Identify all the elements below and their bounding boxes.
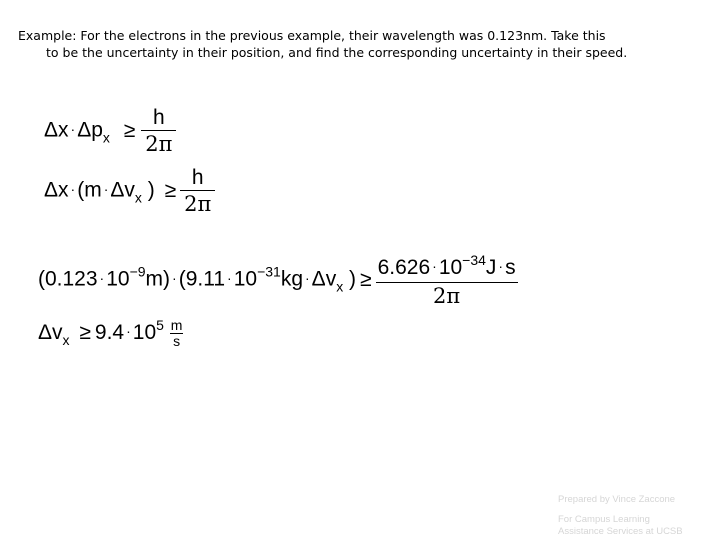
- delta-x: Δx: [44, 118, 69, 142]
- planck-coefficient: 6.626: [377, 256, 431, 279]
- unit-numerator: m: [170, 317, 183, 333]
- fraction: [180, 167, 215, 215]
- credit-line-3: Assistance Services at UCSB: [558, 526, 683, 537]
- geq-symbol: ≥: [79, 321, 91, 345]
- subscript-x: x: [62, 332, 70, 349]
- numerator: h: [153, 106, 165, 129]
- credit-line-2: For Campus Learning: [558, 514, 650, 525]
- dot-operator: ·: [70, 180, 76, 197]
- equation-2: [44, 167, 215, 215]
- numerator: [376, 253, 518, 282]
- exponent: −34: [462, 252, 486, 268]
- unit-denominator: s: [170, 333, 184, 349]
- close-paren: ): [147, 178, 155, 202]
- dot-operator: ·: [70, 120, 76, 137]
- delta-v: Δv: [38, 321, 63, 345]
- geq-symbol: ≥: [123, 118, 136, 142]
- problem-line-1: Example: For the electrons in the previous example, their wavelength was 0.123nm. Take this: [18, 28, 606, 43]
- dot-operator: ·: [227, 269, 232, 286]
- problem-statement: [18, 27, 708, 61]
- delta-x: Δx: [44, 178, 69, 202]
- equation-3: [38, 253, 518, 307]
- fraction: [376, 253, 518, 307]
- unit-j: J: [485, 256, 497, 279]
- subscript-x: x: [336, 278, 344, 295]
- ten: 10: [132, 321, 157, 345]
- exponent: −31: [257, 263, 281, 280]
- denominator: 2π: [141, 130, 176, 155]
- paren-1-open: (0.123: [38, 267, 98, 291]
- dot-operator: ·: [432, 258, 437, 274]
- delta-p: Δp: [77, 118, 103, 142]
- problem-line-2: to be the uncertainty in their position, and find the corresponding uncertainty in their speed.: [46, 45, 628, 60]
- dot-operator: ·: [126, 323, 131, 340]
- unit-s: s: [505, 256, 516, 279]
- coefficient: 9.4: [94, 321, 125, 345]
- dot-operator: ·: [498, 258, 504, 274]
- subscript-x: x: [102, 129, 110, 146]
- geq-symbol: ≥: [360, 267, 372, 291]
- exponent: −9: [129, 263, 146, 280]
- dot-operator: ·: [99, 269, 105, 286]
- open-paren-m: (m: [77, 178, 102, 202]
- dot-operator: ·: [305, 269, 310, 286]
- credit-author: Prepared by Vince Zaccone: [558, 494, 676, 505]
- paren-1-close: m): [145, 267, 171, 291]
- dot-operator: ·: [103, 180, 109, 197]
- exponent: 5: [156, 317, 164, 334]
- ten: 10: [438, 256, 463, 279]
- denominator: 2π: [376, 282, 518, 307]
- denominator: 2π: [180, 190, 215, 215]
- paren-2-open: (9.11: [178, 267, 226, 291]
- equation-1: [44, 107, 176, 155]
- unit-kg: kg: [280, 267, 303, 291]
- ten: 10: [106, 267, 130, 291]
- subscript-x: x: [134, 189, 142, 206]
- unit-fraction: [170, 318, 184, 349]
- delta-v: Δv: [110, 178, 135, 202]
- paren-2-close: ): [349, 267, 357, 291]
- delta-v: Δv: [311, 267, 337, 291]
- numerator: h: [191, 166, 204, 189]
- ten: 10: [233, 267, 258, 291]
- fraction: [141, 107, 176, 155]
- dot-operator: ·: [172, 269, 177, 286]
- geq-symbol: ≥: [164, 178, 177, 202]
- equation-4: [38, 318, 183, 349]
